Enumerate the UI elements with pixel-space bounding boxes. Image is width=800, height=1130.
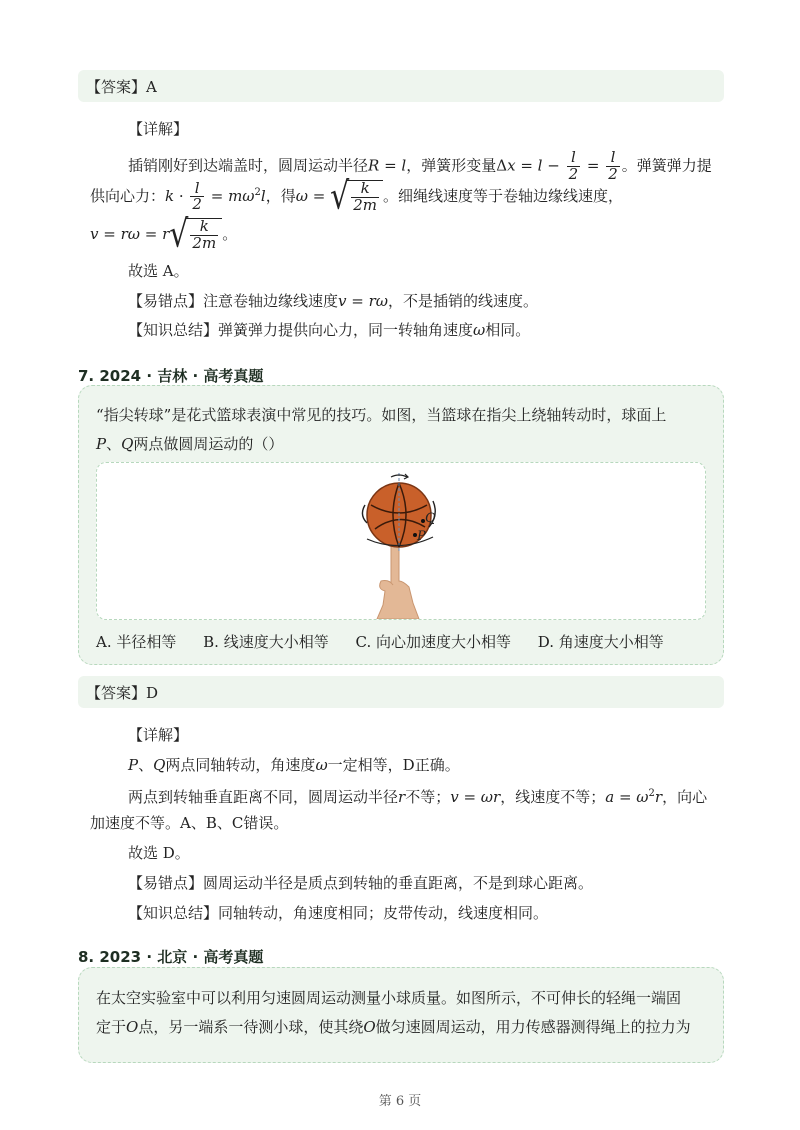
option-c[interactable]: C. 向心加速度大小相等	[355, 633, 511, 651]
explain-label: 【详解】	[128, 726, 189, 744]
options-row	[96, 631, 686, 652]
question-box	[78, 967, 724, 1063]
figure-box	[96, 462, 706, 620]
explain-line-1: P、Q两点同轴转动，角速度ω一定相等，D正确。	[128, 756, 460, 774]
label-p: P	[417, 529, 426, 544]
explain-line-2: 两点到转轴垂直距离不同，圆周运动半径r不等；v = ωr，线速度不等；$a = \omega^2r$，向心	[128, 788, 708, 806]
error-point: 【易错点】注意卷轴边缘线速度v = rω，不是插销的线速度。	[128, 292, 539, 310]
option-a[interactable]: A. 半径相等	[96, 633, 177, 651]
question-header: 8. 2023 · 北京 · 高考真题	[78, 948, 264, 966]
question-stem-1: “指尖转球”是花式篮球表演中常见的技巧。如图，当篮球在指尖上绕轴转动时，球面上	[96, 406, 667, 424]
answer-bar: 【答案】A	[78, 70, 724, 102]
choose-text: 故选 D。	[128, 844, 190, 862]
answer-bar: 【答案】D	[78, 676, 724, 708]
error-point: 【易错点】圆周运动半径是质点到转轴的垂直距离，不是到球心距离。	[128, 874, 594, 892]
explain-line-3: 加速度不等。A、B、C错误。	[90, 814, 289, 832]
explain-line-3: v = rω = r √ $\frac{k}{2m}$ 。	[90, 212, 238, 256]
label-q: Q	[425, 511, 436, 526]
explain-line-2: 供向心力：k · $\frac{l}{2}$ = $m\omega^2l$，得ω = √ $\frac{k}{2m}$ 。细绳线速度等于卷轴边缘线速度，	[90, 174, 624, 218]
question-header: 7. 2024 · 吉林 · 高考真题	[78, 367, 264, 385]
page-number: 第 6 页	[378, 1094, 422, 1109]
knowledge-summary: 【知识总结】弹簧弹力提供向心力，同一转轴角速度ω相同。	[128, 321, 531, 339]
knowledge-summary: 【知识总结】同轴转动，角速度相同；皮带传动，线速度相同。	[128, 904, 549, 922]
question-stem-1: 在太空实验室中可以利用匀速圆周运动测量小球质量。如图所示，不可伸长的轻绳一端固	[96, 989, 682, 1007]
option-d[interactable]: D. 角速度大小相等	[537, 633, 664, 651]
explain-label: 【详解】	[128, 120, 189, 138]
option-b[interactable]: B. 线速度大小相等	[203, 633, 329, 651]
spinning-basketball-figure	[97, 463, 705, 619]
question-stem-2: P、Q两点做圆周运动的（）	[96, 435, 284, 453]
explain-line-1: 插销刚好到达端盖时，圆周运动半径R = l，弹簧形变量Δx = l − $\frac{l}{2}$ = $\frac{l}{2}$ 。弹簧弹力提	[128, 148, 712, 183]
choose-text: 故选 A。	[128, 262, 189, 280]
question-stem-2: 定于O点，另一端系一待测小球，使其绕O做匀速圆周运动，用力传感器测得绳上的拉力为	[96, 1018, 691, 1036]
